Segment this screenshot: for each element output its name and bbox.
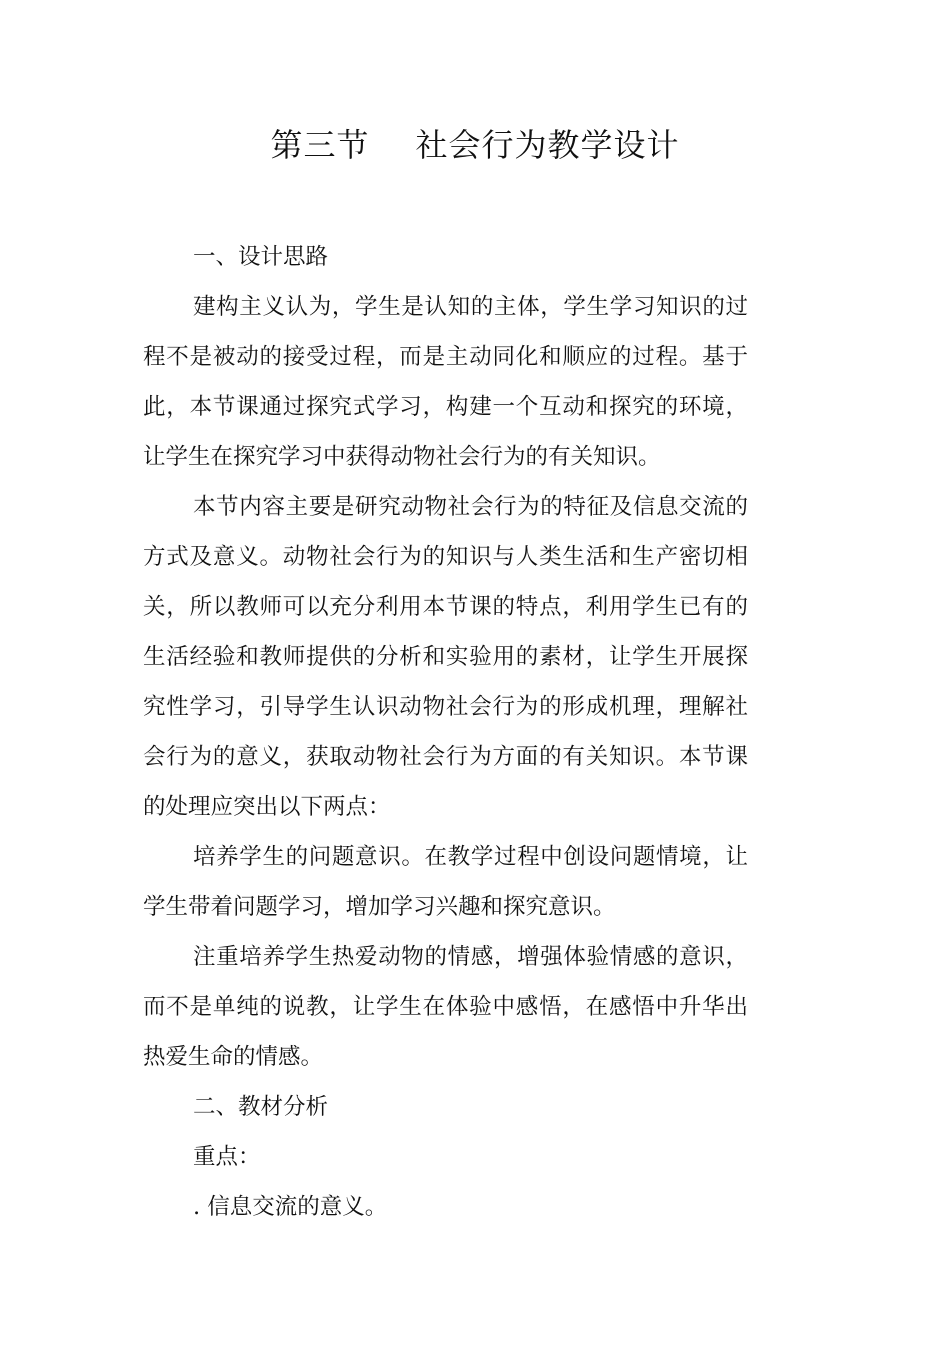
- title-section-number: 第三节: [270, 126, 370, 164]
- section-heading-material-analysis: 二、教材分析: [193, 1094, 329, 1120]
- page-title: [0, 121, 950, 169]
- paragraph-emotion-cultivation: 注重培养学生热爱动物的情感，增强体验情感的意识，而不是单纯的说教，让学生在体验中感悟，在感悟中升华出热爱生命的情感。: [143, 944, 748, 1070]
- paragraph-content-overview: 本节内容主要是研究动物社会行为的特征及信息交流的方式及意义。动物社会行为的知识与人类生活和生产密切相关，所以教师可以充分利用本节课的特点，利用学生已有的生活经验和教师提供的分析和实验用的素材，让学生开展探究性学习，引导学生认识动物社会行为的形成机理，理解社会行为的意义，获取动物社会行为方面的有关知识。本节课的处理应突出以下两点：: [143, 494, 748, 820]
- section-heading-design-idea: 一、设计思路: [193, 244, 329, 270]
- document-body: [143, 232, 748, 1232]
- title-text: 社会行为教学设计: [415, 126, 680, 164]
- key-points-label: 重点：: [193, 1144, 261, 1170]
- paragraph-problem-awareness: 培养学生的问题意识。在教学过程中创设问题情境，让学生带着问题学习，增加学习兴趣和探究意识。: [143, 844, 748, 920]
- paragraph-constructivism: 建构主义认为，学生是认知的主体，学生学习知识的过程不是被动的接受过程，而是主动同化和顺应的过程。基于此，本节课通过探究式学习，构建一个互动和探究的环境，让学生在探究学习中获得动物社会行为的有关知识。: [143, 294, 748, 470]
- key-point-item: . 信息交流的意义。: [193, 1194, 388, 1220]
